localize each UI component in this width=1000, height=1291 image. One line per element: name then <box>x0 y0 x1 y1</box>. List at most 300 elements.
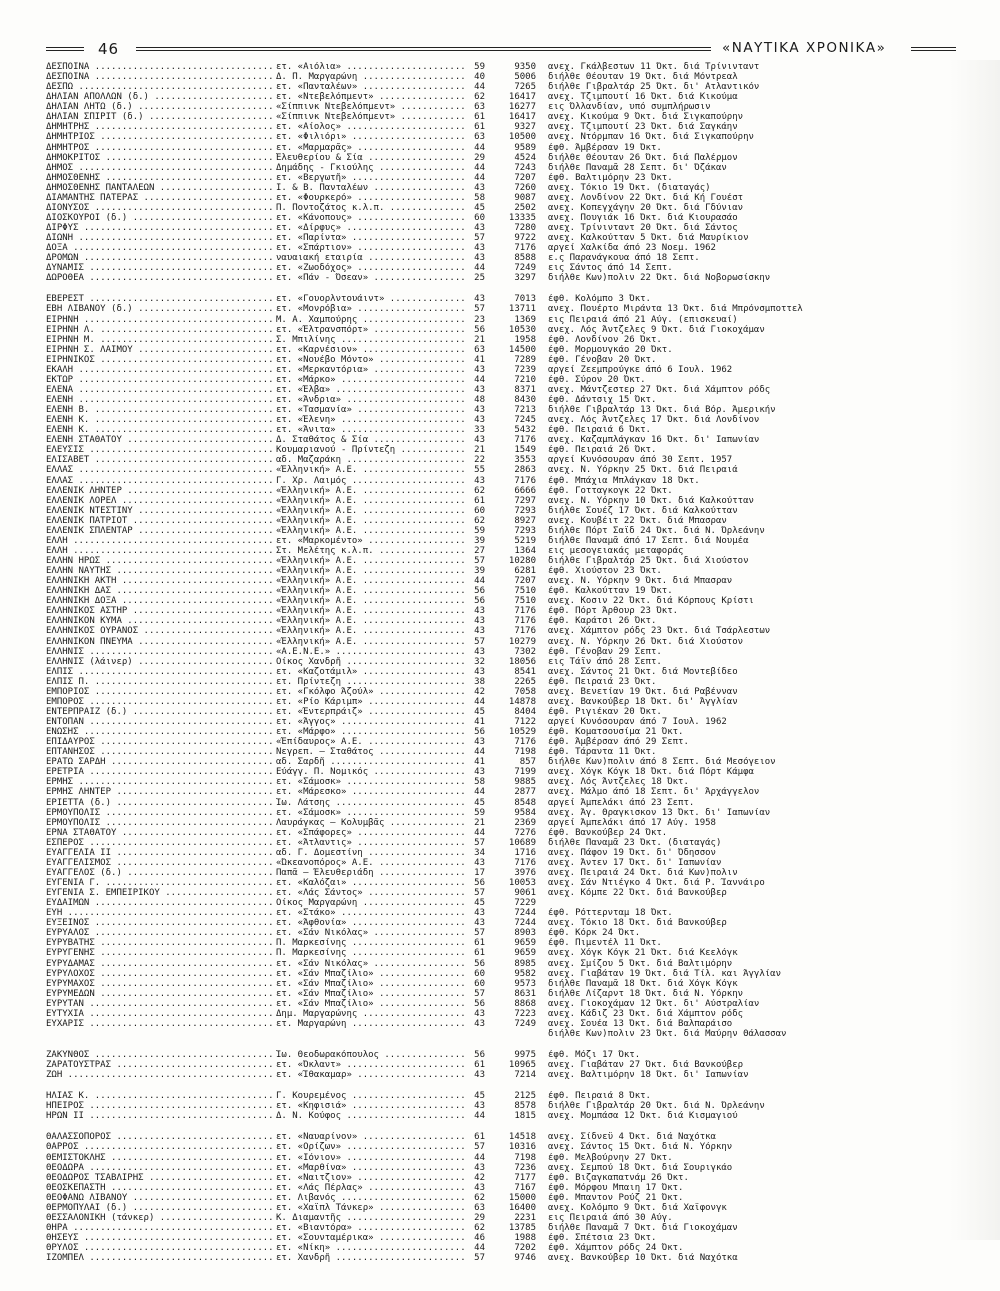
tonnage: 7244 <box>514 908 536 919</box>
position: έφθ. Γένοβαν 20 Όκτ. <box>548 354 657 365</box>
tonnage: 7210 <box>514 374 536 385</box>
owner: ετ. «Σάν Μπαζίλιο» ..... <box>276 989 464 999</box>
tonnage: 10053 <box>508 878 536 888</box>
position: ανεχ. Άγ. Θραγκισκον 13 Όκτ. δι' Ιαπωνίαν <box>548 807 771 818</box>
ship-name: ΘΕΟΦΑΝΩ ΛΙΒΑΝΟΥ ..... <box>46 1193 274 1203</box>
build-year: 62 <box>474 92 485 103</box>
ship-row <box>46 1132 956 1142</box>
tonnage: 1815 <box>514 1111 536 1122</box>
build-year: 43 <box>474 253 485 264</box>
build-year: 21 <box>474 334 485 345</box>
tonnage: 13335 <box>508 212 536 223</box>
build-year: 44 <box>474 82 485 93</box>
tonnage: 7229 <box>514 898 536 909</box>
position: ανεχ. Βενετίαν 19 Όκτ. διά Ραβένναν <box>548 686 738 697</box>
ship-name: ΕΥΓΕΝΙΑ Σ. ΕΜΠΕΙΡΙΚΟΥ ..... <box>46 888 274 898</box>
tonnage: 7510 <box>514 596 536 607</box>
build-year: 45 <box>474 797 485 808</box>
build-year: 43 <box>474 405 485 416</box>
position: ανεχ. Σουέα 13 Όκτ. διά Βαλπαράισο <box>548 1018 733 1029</box>
build-year: 41 <box>474 717 485 727</box>
ship-row <box>46 153 956 163</box>
build-year: 59 <box>474 807 485 818</box>
position: αργεί Άμπελάκι άπό 23 Σεπτ. <box>548 797 695 808</box>
position: ανεχ. Λός Άντζελες 18 Όκτ. <box>548 777 689 788</box>
ship-name: ΖΑΚΥΝΘΟΣ ..... <box>46 1050 274 1060</box>
owner: ετ. «Ιόνιον» ..... <box>276 1153 464 1163</box>
ship-name: ΕΛΛΗΝΙΚΟΝ ΠΝΕΥΜΑ ..... <box>46 637 274 647</box>
ship-name: ΕΛΛΗΝ ΝΑΥΤΗΣ ..... <box>46 566 274 576</box>
ship-row <box>46 385 956 395</box>
build-year: 63 <box>474 132 485 143</box>
build-year: 41 <box>474 757 485 768</box>
ship-name: ΕΛΛΕΝΙΚ ΣΠΛΕΝΤΑΡ ..... <box>46 526 274 536</box>
position: διήλθε Κων)πολιν 23 Όκτ. διά Μαύρην Θάλασσαν <box>548 1028 787 1039</box>
owner: ετ. «Φουρκερό» ..... <box>276 193 464 203</box>
build-year: 34 <box>474 847 485 858</box>
build-year: 45 <box>474 898 485 909</box>
tonnage: 7176 <box>514 475 536 486</box>
position: έφθ. Δάντσιχ 15 Όκτ. <box>548 395 657 405</box>
ship-row <box>46 1183 956 1193</box>
tonnage: 2231 <box>514 1212 536 1223</box>
owner: Γ. Κουρεμένος ..... <box>276 1091 464 1101</box>
build-year: 22 <box>474 455 485 466</box>
ship-name: ΕΛΕΝΗ ..... <box>46 395 274 405</box>
owner: Π. Μαρκεσίνης ..... <box>276 938 464 948</box>
owner: ετ. «Ναιτζιον» ..... <box>276 1173 464 1183</box>
build-year: 56 <box>474 958 485 969</box>
ship-name: ΘΕΟΔΩΡΑ ..... <box>46 1163 274 1173</box>
position: ανεχ. Τόκιο 18 Όκτ. διά Βανκούβερ <box>548 918 727 929</box>
owner: ετ. «Πανταλέων» ..... <box>276 82 464 92</box>
ship-row <box>46 1142 956 1152</box>
position: έφθ. Κοματσουσίμα 21 Όκτ. <box>548 727 684 738</box>
owner: Νεγρεπ. — Σταθάτος ..... <box>276 747 464 757</box>
build-year: 43 <box>474 415 485 426</box>
tonnage: 8903 <box>514 928 536 939</box>
build-year: 45 <box>474 706 485 717</box>
ship-row <box>46 928 956 938</box>
tonnage: 8541 <box>514 666 536 677</box>
tonnage: 7302 <box>514 646 536 657</box>
ship-name: ΕΛΛΗΝΙΣ (λάινερ) ..... <box>46 657 274 667</box>
build-year: 44 <box>474 1111 485 1122</box>
ship-row <box>46 918 956 928</box>
ship-name: ΘΕΟΔΩΡΟΣ ΤΣΑΒΛΙΡΗΣ ..... <box>46 1173 274 1183</box>
tonnage: 14878 <box>508 696 536 707</box>
ship-row <box>46 243 956 253</box>
build-year: 61 <box>474 938 485 949</box>
owner: Δ. Π. Μαργαρώνη ..... <box>276 72 464 82</box>
ship-name: ΕΛΛΗΝΙΚΟΝ ΚΥΜΑ ..... <box>46 616 274 626</box>
tonnage: 7177 <box>514 1172 536 1183</box>
position: ανεχ. Χόγκ Κόγκ 21 Όκτ. διά Κεελόγκ <box>548 948 738 959</box>
ship-row <box>46 657 956 667</box>
position: έφθ. Ρόττερνταμ 18 Όκτ. <box>548 908 673 919</box>
position: ανεχ. Χάμπτον ρόδς 23 Όκτ. διά Τσάρλεστων <box>548 626 771 637</box>
tonnage: 5432 <box>514 425 536 436</box>
ship-name: ΘΗΡΑ ..... <box>46 1223 274 1233</box>
position: ανεχ. Άντεν 17 Όκτ. δι' Ιαπωνίαν <box>548 857 722 868</box>
build-year: 43 <box>474 857 485 868</box>
position: έφθ. Ριγιέκαν 20 Όκτ. <box>548 706 662 717</box>
tonnage: 7214 <box>514 1070 536 1081</box>
ship-row <box>46 395 956 405</box>
owner: ετ. «Σάν Μπαζίλιο» ..... <box>276 969 464 979</box>
build-year: 43 <box>474 1008 485 1019</box>
position: ανεχ. Καλκούτταν 5 Όκτ. διά Μαυρίκιον <box>548 233 749 244</box>
ship-row <box>46 1193 956 1203</box>
position: έφθ. Καράτσι 26 Όκτ. <box>548 616 657 627</box>
letter-group <box>46 1091 956 1121</box>
position: ανεχ. Ν. Υόρκην 10 Όκτ. διά Καλκούτταν <box>548 495 754 506</box>
owner: Στ. Μελέτης κ.λ.π. ..... <box>276 546 464 556</box>
tonnage: 8985 <box>514 958 536 969</box>
tonnage: 16417 <box>508 112 536 123</box>
ship-row <box>46 798 956 808</box>
build-year: 57 <box>474 1142 485 1153</box>
ship-row <box>46 687 956 697</box>
tonnage: 9061 <box>514 888 536 899</box>
ship-row <box>46 1253 956 1263</box>
position: ανεχ. Γιαβάταν 19 Όκτ. διά Τίλ. και Άγγλίαν <box>548 968 781 979</box>
ship-name: ΕΙΡΗΝΗ Σ. ΛΑΙΜΟΥ ..... <box>46 345 274 355</box>
ship-row <box>46 536 956 546</box>
tonnage: 7510 <box>514 586 536 597</box>
build-year: 25 <box>474 273 485 284</box>
ship-name: ΔΗΜΟΚΡΙΤΟΣ ..... <box>46 153 274 163</box>
position: έφθ. Πειραιά 8 Όκτ. <box>548 1091 651 1102</box>
ship-row <box>46 486 956 496</box>
build-year: 60 <box>474 968 485 979</box>
position: διήλθε Γιβραλτάρ 25 Όκτ. δι' Ατλαντικόν <box>548 82 760 93</box>
ship-row <box>46 193 956 203</box>
owner: ετ. «Σπάφορες» ..... <box>276 828 464 838</box>
tonnage: 9746 <box>514 1253 536 1264</box>
position: έφθ. Μελβούρνην 27 Όκτ. <box>548 1152 673 1163</box>
ship-name: ΕΛΛΗΝΙΚΗ ΔΟΞΑ ..... <box>46 596 274 606</box>
owner: «Έλληνική» Α.Ε. ..... <box>276 616 464 626</box>
build-year: 43 <box>474 243 485 254</box>
position: έφθ. Τάραντα 11 Όκτ. <box>548 747 657 758</box>
owner: ετ. «Άφθονία» ..... <box>276 918 464 928</box>
position: έφθ. Μόζι 17 Όκτ. <box>548 1050 641 1060</box>
ship-name: ΕΛΕΝΗ Κ. ..... <box>46 415 274 425</box>
ship-name: ΔΙΡΦΥΣ ..... <box>46 223 274 233</box>
owner: ετ. «Χαϊπλ Τάνκερ» ..... <box>276 1203 464 1213</box>
tonnage: 9327 <box>514 122 536 133</box>
owner: ετ. «Άνιτα» ..... <box>276 425 464 435</box>
ship-row <box>46 828 956 838</box>
position: ανεχ. Πάφον 19 Όκτ. δι' Όδησσον <box>548 847 716 858</box>
position: έφθ. Άμβέρσαν άπό 29 Σεπτ. <box>548 737 689 748</box>
ship-row <box>46 626 956 636</box>
ship-row <box>46 858 956 868</box>
position: έφθ. Σύρον 20 Όκτ. <box>548 374 646 385</box>
ship-row <box>46 1233 956 1243</box>
owner: ετ. «Μαρκομέντο» ..... <box>276 536 464 546</box>
tonnage: 7239 <box>514 364 536 375</box>
ship-row <box>46 1163 956 1173</box>
position: ανεχ. Λός Άντζελες 9 Όκτ. διά Γιοκοχάμαν <box>548 324 765 335</box>
ship-name: ΕΛΛΑΣ ..... <box>46 476 274 486</box>
owner: Π. Μαρκεσίνης ..... <box>276 948 464 958</box>
tonnage: 7176 <box>514 626 536 637</box>
ship-name: ΕΛΛΗ ..... <box>46 536 274 546</box>
owner: Λαυράγκας — Κολυμβᾶς ..... <box>276 818 464 828</box>
owner: ετ. «Κάνοπους» ..... <box>276 213 464 223</box>
build-year: 29 <box>474 1212 485 1223</box>
ship-row <box>46 132 956 142</box>
position: ανεχ. Μομπάσα 12 Όκτ. διά Κισμαγιού <box>548 1111 738 1122</box>
build-year: 21 <box>474 445 485 456</box>
ship-row <box>46 637 956 647</box>
build-year: 56 <box>474 324 485 335</box>
owner: Ίω. Θεοδωρακόπουλος ..... <box>276 1050 464 1060</box>
build-year: 44 <box>474 696 485 707</box>
ship-row <box>46 999 956 1009</box>
tonnage: 10280 <box>508 556 536 566</box>
ship-name: ΕΜΠΟΡΟΣ ..... <box>46 697 274 707</box>
tonnage: 7176 <box>514 435 536 446</box>
build-year: 44 <box>474 747 485 758</box>
ship-name: ΕΡΑΤΩ ΣΑΡΔΗ ..... <box>46 757 274 767</box>
build-year: 57 <box>474 556 485 566</box>
scan-edge-shade <box>950 60 1000 1240</box>
letter-group <box>46 1050 956 1080</box>
ship-row <box>46 1213 956 1223</box>
build-year: 60 <box>474 505 485 516</box>
ship-name: ΕΒΗ ΛΙΒΑΝΟΥ (δ.) ..... <box>46 304 274 314</box>
position: ανεχ. Πουέρτο Μιράντα 13 Όκτ. διά Μπρόνσμποττελ <box>548 304 803 315</box>
tonnage: 10530 <box>508 324 536 335</box>
ship-name: ΘΕΟΣΚΕΠΑΣΤΗ ..... <box>46 1183 274 1193</box>
build-year: 56 <box>474 878 485 888</box>
position: έφθ. Μπαντον Ρούζ 21 Όκτ. <box>548 1192 684 1203</box>
build-year: 41 <box>474 354 485 365</box>
build-year: 59 <box>474 525 485 536</box>
tonnage: 10316 <box>508 1142 536 1153</box>
owner: ετ. «Ίθακαμαρ» ..... <box>276 1070 464 1080</box>
ship-row <box>46 1101 956 1111</box>
ship-name: ΕΛΠΙΣ Π. ..... <box>46 677 274 687</box>
build-year: 44 <box>474 172 485 183</box>
build-year: 44 <box>474 263 485 274</box>
ship-row <box>46 1060 956 1070</box>
ship-row <box>46 546 956 556</box>
owner: ετ. «Έλενη» ..... <box>276 415 464 425</box>
build-year: 32 <box>474 656 485 667</box>
build-year: 44 <box>474 142 485 153</box>
owner: ετ. «Νουέβο Μόντο» ..... <box>276 355 464 365</box>
ship-row <box>46 908 956 918</box>
build-year: 43 <box>474 1162 485 1173</box>
build-year: 43 <box>474 767 485 778</box>
position: έφθ. Βαλτιμόρην 23 Όκτ. <box>548 172 673 183</box>
owner: ετ. «Νίκη» ..... <box>276 1243 464 1253</box>
build-year: 61 <box>474 1060 485 1071</box>
ship-name: ΕΡΕΤΡΙΑ ..... <box>46 767 274 777</box>
ship-name: ΔΕΣΠΩ ..... <box>46 82 274 92</box>
tonnage: 7260 <box>514 182 536 193</box>
ship-row <box>46 1009 956 1019</box>
tonnage: 7213 <box>514 405 536 416</box>
build-year: 56 <box>474 998 485 1009</box>
ship-row <box>46 1223 956 1233</box>
tonnage: 2265 <box>514 676 536 687</box>
position: ανεχ. Σίδνεϋ 4 Όκτ. διά Ναχότκα <box>548 1132 716 1143</box>
owner: «Έλληνική» Α.Ε. ..... <box>276 526 464 536</box>
owner: ετ. «Γκόλφο Άζούλ» ..... <box>276 687 464 697</box>
ship-row <box>46 445 956 455</box>
build-year: 43 <box>474 182 485 193</box>
ship-name: ΙΖΟΜΠΕΛ ..... <box>46 1253 274 1263</box>
build-year: 57 <box>474 837 485 848</box>
owner: ετ. «Αίολος» ..... <box>276 122 464 132</box>
ship-row <box>46 325 956 335</box>
ship-row <box>46 355 956 365</box>
owner: αδ. Σαρδῆ ..... <box>276 757 464 767</box>
ship-name: ΗΠΕΙΡΟΣ ..... <box>46 1101 274 1111</box>
owner: ετ. «Μονρόβια» ..... <box>276 304 464 314</box>
position: ανεχ. Κάδιζ 23 Όκτ. διά Χάμπτον ρόδς <box>548 1008 744 1019</box>
owner: ετ. «Όκλαντ» ..... <box>276 1060 464 1070</box>
ship-row <box>46 787 956 797</box>
build-year: 63 <box>474 102 485 113</box>
ship-name: ΕΛΕΝΗ ΣΤΑΘΑΤΟΥ ..... <box>46 435 274 445</box>
owner: ετ. «Άτλαντις» ..... <box>276 838 464 848</box>
owner: ετ. «Έλβα» ..... <box>276 385 464 395</box>
build-year: 38 <box>474 676 485 687</box>
page-number: 46 <box>98 40 120 58</box>
ship-row <box>46 405 956 415</box>
ship-row <box>46 273 956 283</box>
owner: ετ. «Σάν Νικόλας» ..... <box>276 928 464 938</box>
build-year: 62 <box>474 1192 485 1203</box>
tonnage: 9659 <box>514 948 536 959</box>
ship-row <box>46 747 956 757</box>
position: έφθ. Μπάχια Μπλάγκαν 18 Όκτ. <box>548 475 700 486</box>
ship-row <box>46 304 956 314</box>
ship-name: ΕΙΡΗΝΗ ..... <box>46 315 274 325</box>
position: διήλθε Θέουταν 26 Όκτ. διά Παλέρμον <box>548 152 738 163</box>
ship-name: ΗΡΩΝ ΙΙ ..... <box>46 1111 274 1121</box>
owner: ετ. «Καλόζαι» ..... <box>276 878 464 888</box>
tonnage: 1988 <box>514 1233 536 1243</box>
owner: ετ. Μαργαρώνη ..... <box>276 1019 464 1029</box>
header-rule-left <box>46 47 84 51</box>
ship-row <box>46 647 956 657</box>
ship-name: ΔΟΞΑ ..... <box>46 243 274 253</box>
owner: «Έλληνική» Α.Ε. ..... <box>276 576 464 586</box>
ship-name: ΕΥΡΥΔΑΜΑΣ ..... <box>46 959 274 969</box>
tonnage: 7013 <box>514 294 536 305</box>
owner: Π. Ποντοζάτος κ.λ.π. ..... <box>276 203 464 213</box>
tonnage: 2877 <box>514 787 536 798</box>
position: ανεχ. Κοπεγχάγην 20 Όκτ. διά Γδύνιαν <box>548 202 744 213</box>
ship-name: ΕΛΕΝΑ ..... <box>46 385 274 395</box>
ship-row <box>46 82 956 92</box>
build-year: 43 <box>474 1101 485 1112</box>
tonnage: 10529 <box>508 727 536 738</box>
owner: ετ. «Μαρμαρᾶς» ..... <box>276 143 464 153</box>
ship-name: ΕΛΛΗΝ ΗΡΩΣ ..... <box>46 556 274 566</box>
position: διήλθε Παναμᾶ 28 Σεπτ. δι' Όζάκαν <box>548 162 727 173</box>
position: διήλθε Γιβραλτάρ 20 Όκτ. διά Ν. Όρλεάνην <box>548 1101 765 1112</box>
ship-row <box>46 92 956 102</box>
owner: Παπᾶ — Έλευθεριάδη ..... <box>276 868 464 878</box>
build-year: 43 <box>474 918 485 929</box>
build-year: 57 <box>474 1253 485 1264</box>
ship-name: ΔΡΟΜΩΝ ..... <box>46 253 274 263</box>
ship-name: ΔΗΜΟΣΘΕΝΗΣ ..... <box>46 173 274 183</box>
publication-title: «ΝΑΥΤΙΚΑ ΧΡΟΝΙΚΑ» <box>722 40 887 56</box>
position: ανεχ. Τόκιο 19 Όκτ. (διαταγάς) <box>548 182 711 193</box>
owner: Δημάδης - Γκιούλης ..... <box>276 163 464 173</box>
ship-name: ΕΛΕΝΗ Κ. ..... <box>46 425 274 435</box>
tonnage: 14518 <box>508 1132 536 1143</box>
build-year: 56 <box>474 727 485 738</box>
owner: αδ. Μαζαράκη ..... <box>276 455 464 465</box>
ship-name: ΘΗΣΕΥΣ ..... <box>46 1233 274 1243</box>
ship-row <box>46 183 956 193</box>
owner: ετ. «Ναυαρίνον» ..... <box>276 1132 464 1142</box>
build-year: 44 <box>474 162 485 173</box>
ship-row <box>46 777 956 787</box>
position: έφθ. Λονδίνον 26 Όκτ. <box>548 334 662 345</box>
tonnage: 7058 <box>514 686 536 697</box>
tonnage: 1958 <box>514 334 536 345</box>
tonnage: 7236 <box>514 1162 536 1173</box>
build-year: 43 <box>474 606 485 617</box>
ship-row <box>46 516 956 526</box>
ship-name: ΔΥΝΑΜΙΣ ..... <box>46 263 274 273</box>
owner: ετ. «Άγγος» ..... <box>276 717 464 727</box>
build-year: 43 <box>474 908 485 919</box>
ship-row <box>46 253 956 263</box>
owner: «Έλληνική» Α.Ε. ..... <box>276 516 464 526</box>
ship-name: ΕΥΡΥΜΑΧΟΣ ..... <box>46 979 274 989</box>
build-year: 43 <box>474 294 485 305</box>
position: έφθ. Γοτταγκογκ 22 Όκτ. <box>548 485 673 496</box>
position: έφθ. Μόρφου Μπαιη 17 Όκτ. <box>548 1182 684 1193</box>
ship-row <box>46 263 956 273</box>
owner: ναυαιακή εταιρία ..... <box>276 253 464 263</box>
ship-row <box>46 1173 956 1183</box>
position: διήλθε Θέουταν 19 Όκτ. διά Μόντρεαλ <box>548 72 738 83</box>
owner: «Σίππινκ Ντεβελόπμεντ» ..... <box>276 102 464 112</box>
ship-name: ΕΥΑΓΓΕΛΟΣ (δ.) ..... <box>46 868 274 878</box>
tonnage: 10500 <box>508 132 536 143</box>
build-year: 63 <box>474 1202 485 1213</box>
ship-name: ΕΒΕΡΕΣΤ ..... <box>46 294 274 304</box>
owner: Μ. Α. Χαμπούρης ..... <box>276 315 464 325</box>
tonnage: 7207 <box>514 576 536 587</box>
build-year: 60 <box>474 212 485 223</box>
ship-row <box>46 365 956 375</box>
position: ανεχ. Γιαβάταν 27 Όκτ. διά Βανκούβερ <box>548 1060 744 1071</box>
tonnage: 10279 <box>508 636 536 647</box>
tonnage: 8430 <box>514 395 536 405</box>
ship-name: ΕΣΠΕΡΟΣ ..... <box>46 838 274 848</box>
ship-row <box>46 1070 956 1080</box>
ship-row <box>46 727 956 737</box>
ship-name: ΔΩΡΟΘΕΑ ..... <box>46 273 274 283</box>
build-year: 57 <box>474 304 485 315</box>
build-year: 58 <box>474 777 485 788</box>
owner: «Έλληνική» Α.Ε. ..... <box>276 506 464 516</box>
